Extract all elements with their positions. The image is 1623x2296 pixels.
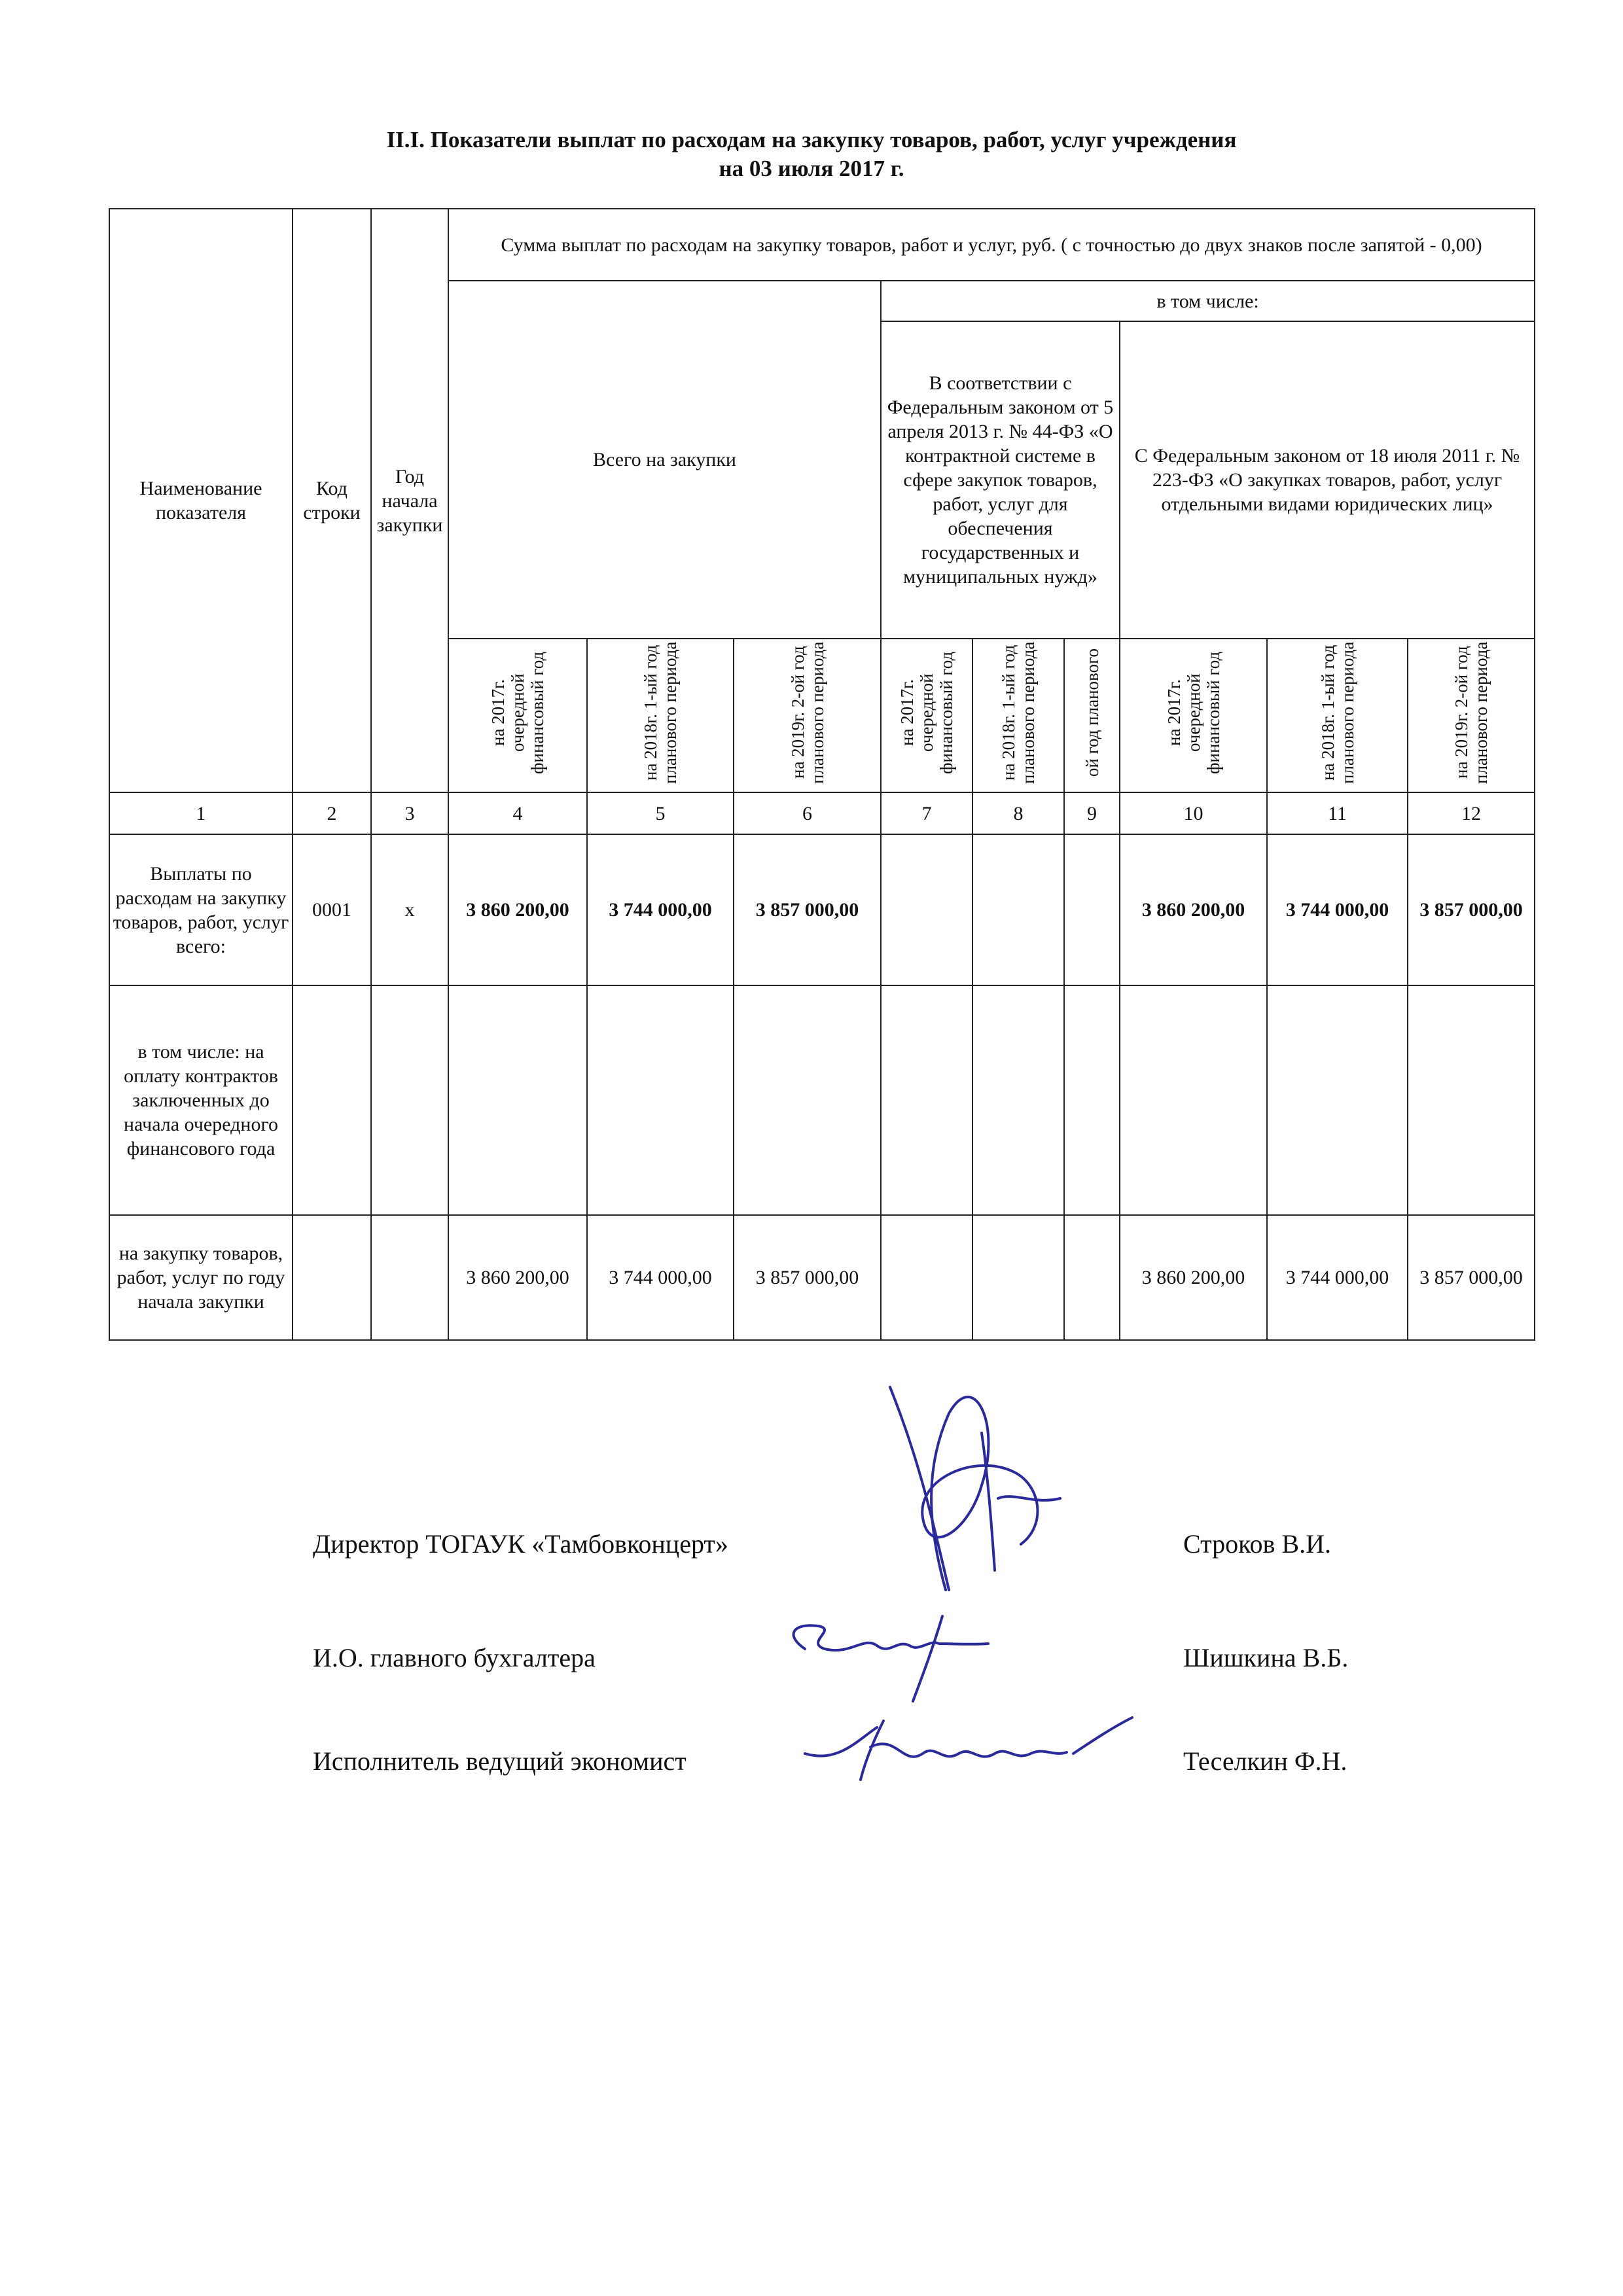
row-label: в том числе: на оплату контрактов заключенных до начала очередного финансового года [109, 985, 293, 1215]
value-cell [448, 985, 587, 1215]
period-header: ой год планового [1064, 639, 1120, 792]
header-law-223: С Федеральным законом от 18 июля 2011 г. № 223-ФЗ «О закупках товаров, работ, услуг отдельными видами юридических лиц» [1120, 321, 1535, 639]
value-cell [972, 834, 1064, 985]
period-header: на 2018г. 1-ый год планового периода [972, 639, 1064, 792]
period-header: на 2017г. очередной финансовый год [881, 639, 972, 792]
row-year [371, 1215, 448, 1340]
executor-name: Теселкин Ф.Н. [1183, 1746, 1347, 1776]
value-cell: 3 857 000,00 [734, 1215, 881, 1340]
document-title: II.I. Показатели выплат по расходам на закупку товаров, работ, услуг учреждения [386, 127, 1237, 152]
row-year [371, 985, 448, 1215]
value-cell: 3 744 000,00 [1267, 1215, 1408, 1340]
row-code [293, 1215, 371, 1340]
period-header: на 2019г. 2-ой год планового периода [1408, 639, 1535, 792]
column-index: 1 [109, 792, 293, 834]
row-label: Выплаты по расходам на закупку товаров, работ, услуг всего: [109, 834, 293, 985]
period-header: на 2017г. очередной финансовый год [1120, 639, 1267, 792]
column-index: 3 [371, 792, 448, 834]
chief-accountant-role: И.О. главного бухгалтера [313, 1643, 596, 1672]
column-index: 9 [1064, 792, 1120, 834]
value-cell: 3 860 200,00 [1120, 834, 1267, 985]
value-cell [1064, 985, 1120, 1215]
column-index: 5 [587, 792, 734, 834]
value-cell: 3 857 000,00 [1408, 1215, 1535, 1340]
row-year: x [371, 834, 448, 985]
value-cell [881, 985, 972, 1215]
value-cell [881, 1215, 972, 1340]
value-cell: 3 744 000,00 [587, 1215, 734, 1340]
period-header: на 2018г. 1-ый год планового периода [587, 639, 734, 792]
table-row-prior-contracts [109, 985, 1535, 1215]
column-index: 11 [1267, 792, 1408, 834]
header-law-44: В соответствии с Федеральным законом от 5 апреля 2013 г. № 44-ФЗ «О контрактной системе в сфере закупок товаров, работ, услуг для обеспечения государственных и муниципальных нужд» [881, 321, 1120, 639]
executor-signature [798, 1701, 1139, 1799]
value-cell [1408, 985, 1535, 1215]
header-name: Наименование показателя [109, 209, 293, 792]
executor-role: Исполнитель ведущий экономист [313, 1746, 687, 1776]
value-cell [734, 985, 881, 1215]
payments-table [109, 208, 1535, 1341]
value-cell [587, 985, 734, 1215]
director-name: Строков В.И. [1183, 1529, 1331, 1559]
value-cell [1064, 834, 1120, 985]
column-index: 8 [972, 792, 1064, 834]
director-role: Директор ТОГАУК «Тамбовконцерт» [313, 1529, 728, 1559]
column-index: 2 [293, 792, 371, 834]
value-cell: 3 860 200,00 [1120, 1215, 1267, 1340]
column-index-row [109, 792, 1535, 834]
row-code [293, 985, 371, 1215]
column-index: 7 [881, 792, 972, 834]
header-year: Год начала закупки [371, 209, 448, 792]
header-sum: Сумма выплат по расходам на закупку товаров, работ и услуг, руб. ( с точностью до двух знаков после запятой - 0,00) [448, 209, 1535, 281]
column-index: 12 [1408, 792, 1535, 834]
value-cell [881, 834, 972, 985]
table-row-total [109, 834, 1535, 985]
value-cell [972, 985, 1064, 1215]
value-cell [1267, 985, 1408, 1215]
period-header: на 2019г. 2-ой год планового периода [734, 639, 881, 792]
column-index: 10 [1120, 792, 1267, 834]
value-cell: 3 857 000,00 [1408, 834, 1535, 985]
header-including: в том числе: [881, 281, 1535, 321]
period-header: на 2017г. очередной финансовый год [448, 639, 587, 792]
header-total: Всего на закупки [448, 281, 881, 639]
director-signature [851, 1374, 1086, 1610]
value-cell: 3 860 200,00 [448, 1215, 587, 1340]
value-cell: 3 744 000,00 [587, 834, 734, 985]
column-index: 4 [448, 792, 587, 834]
value-cell: 3 860 200,00 [448, 834, 587, 985]
value-cell: 3 857 000,00 [734, 834, 881, 985]
chief-accountant-name: Шишкина В.Б. [1183, 1643, 1349, 1672]
row-code: 0001 [293, 834, 371, 985]
document-date: на 03 июля 2017 г. [719, 156, 904, 181]
period-header: на 2018г. 1-ый год планового периода [1267, 639, 1408, 792]
value-cell [1120, 985, 1267, 1215]
column-index: 6 [734, 792, 881, 834]
header-code: Код строки [293, 209, 371, 792]
table-row-by-start-year [109, 1215, 1535, 1340]
value-cell [1064, 1215, 1120, 1340]
value-cell: 3 744 000,00 [1267, 834, 1408, 985]
row-label: на закупку товаров, работ, услуг по году начала закупки [109, 1215, 293, 1340]
value-cell [972, 1215, 1064, 1340]
